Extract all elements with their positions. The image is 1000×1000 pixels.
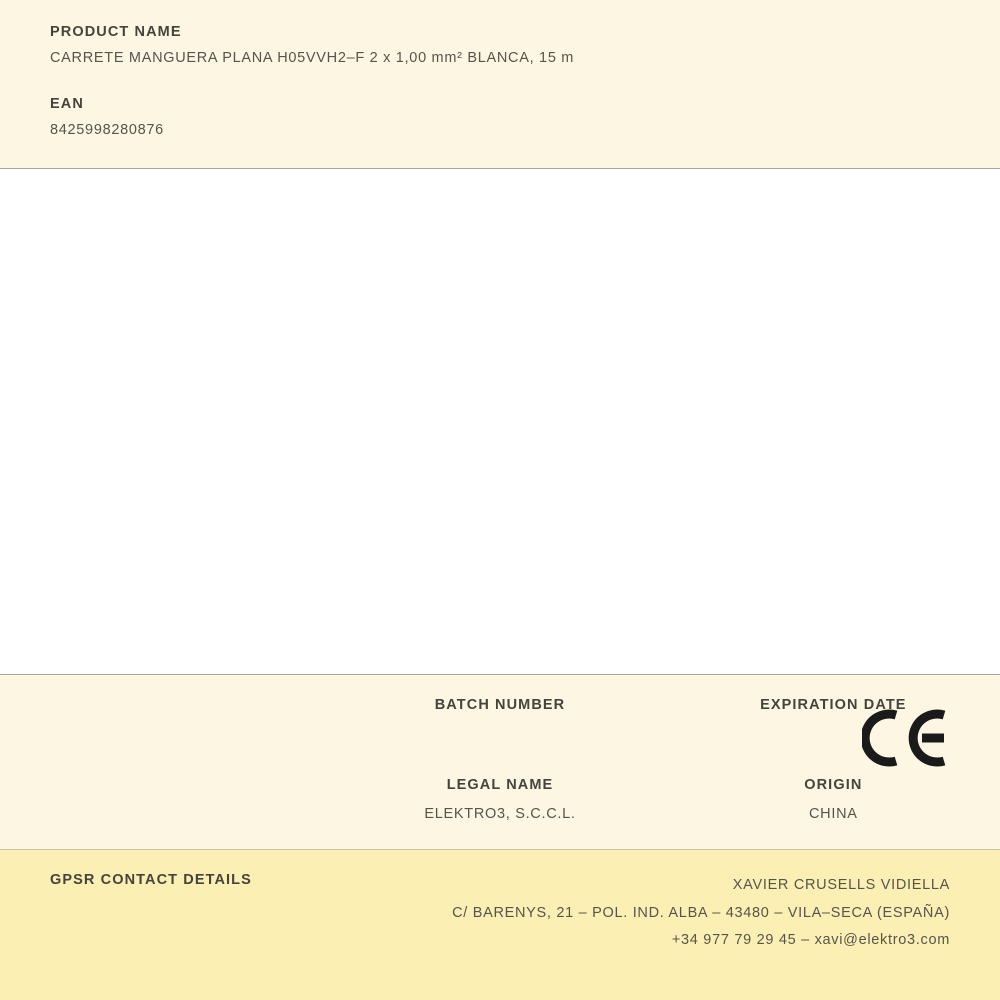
legal-name-value: ELEKTRO3, S.C.C.L. [424, 806, 576, 822]
batch-number-field [333, 697, 666, 743]
ean-label: EAN [50, 96, 84, 112]
product-identity-block [0, 0, 1000, 169]
product-name-field [50, 24, 950, 66]
gpsr-contact-details [452, 872, 950, 955]
ean-value: 8425998280876 [50, 122, 164, 138]
spacer-cell-left [0, 697, 333, 743]
expiration-date-label: EXPIRATION DATE [760, 697, 907, 713]
spacer-cell-left-2 [0, 777, 333, 823]
product-image-area [0, 169, 1000, 675]
gpsr-contact-phone-email: +34 977 79 29 45 – xavi@elektro3.com [671, 932, 950, 949]
product-name-value: CARRETE MANGUERA PLANA H05VVH2–F 2 x 1,00 mm² BLANCA, 15 m [50, 50, 575, 66]
batch-number-label: BATCH NUMBER [434, 697, 566, 713]
gpsr-contact-name: XAVIER CRUSELLS VIDIELLA [732, 877, 950, 893]
origin-value: CHINA [809, 806, 858, 822]
batch-number-value [343, 726, 656, 743]
field-spacer [50, 66, 950, 96]
gpsr-contact-label: GPSR CONTACT DETAILS [50, 872, 252, 888]
ean-field [50, 96, 950, 138]
product-name-label: PRODUCT NAME [50, 24, 182, 40]
ce-marking-icon [862, 707, 948, 769]
origin-field [667, 777, 1000, 823]
gpsr-contact-address: C/ BARENYS, 21 – POL. IND. ALBA – 43480 – VILA–SECA (ESPAÑA) [452, 904, 950, 921]
legal-name-label: LEGAL NAME [446, 777, 554, 793]
legal-name-field [333, 777, 666, 823]
compliance-info-grid [0, 697, 1000, 823]
gpsr-contact-block [0, 850, 1000, 1000]
origin-label: ORIGIN [804, 777, 863, 793]
compliance-info-block [0, 675, 1000, 850]
expiration-date-field [667, 697, 1000, 743]
